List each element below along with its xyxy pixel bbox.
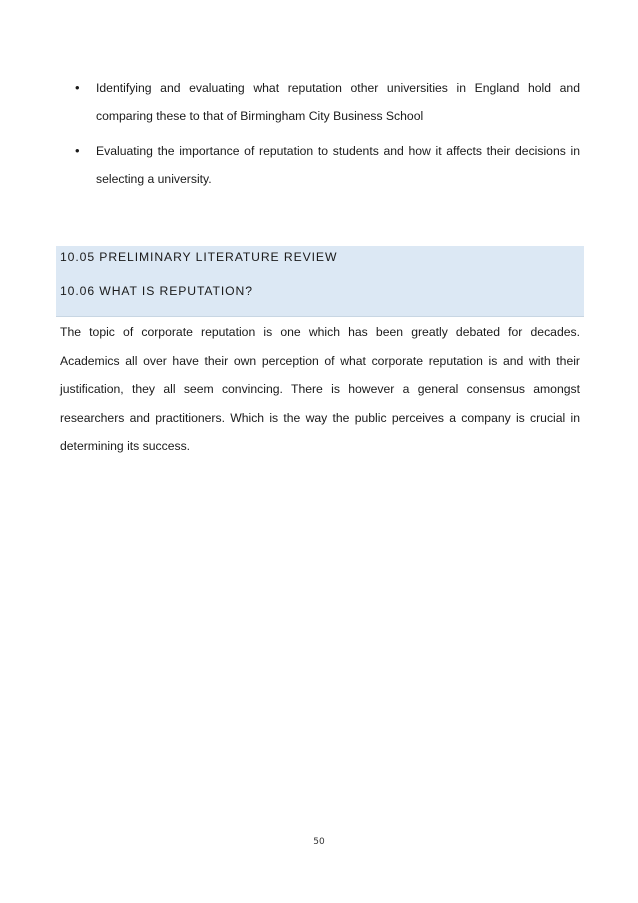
bullet-icon: • xyxy=(75,80,80,95)
bullet-text: Identifying and evaluating what reputation other universities in England hold and comparing these to that of Birmingham City Business School xyxy=(96,81,580,123)
section-heading-box xyxy=(56,246,584,317)
section-heading-what-is-reputation: 10.06 WHAT IS REPUTATION? xyxy=(60,284,253,298)
bullet-text: Evaluating the importance of reputation to students and how it affects their decisions in selecting a university. xyxy=(96,144,580,186)
body-paragraph: The topic of corporate reputation is one which has been greatly debated for decades. Academics all over have their own perception of what corporate reputation is and with their justification, they all seem convincing. There is however a general consensus amongst researchers and practitioners. Which is the way the public perceives a company is crucial in determining its success. xyxy=(60,325,580,453)
bullet-item xyxy=(60,137,580,193)
bullet-item xyxy=(60,74,580,130)
bullet-icon: • xyxy=(75,143,80,158)
page-number: 50 xyxy=(313,837,325,847)
objectives-bullet-list xyxy=(60,74,580,200)
section-heading-preliminary-literature-review: 10.05 PRELIMINARY LITERATURE REVIEW xyxy=(60,250,338,264)
